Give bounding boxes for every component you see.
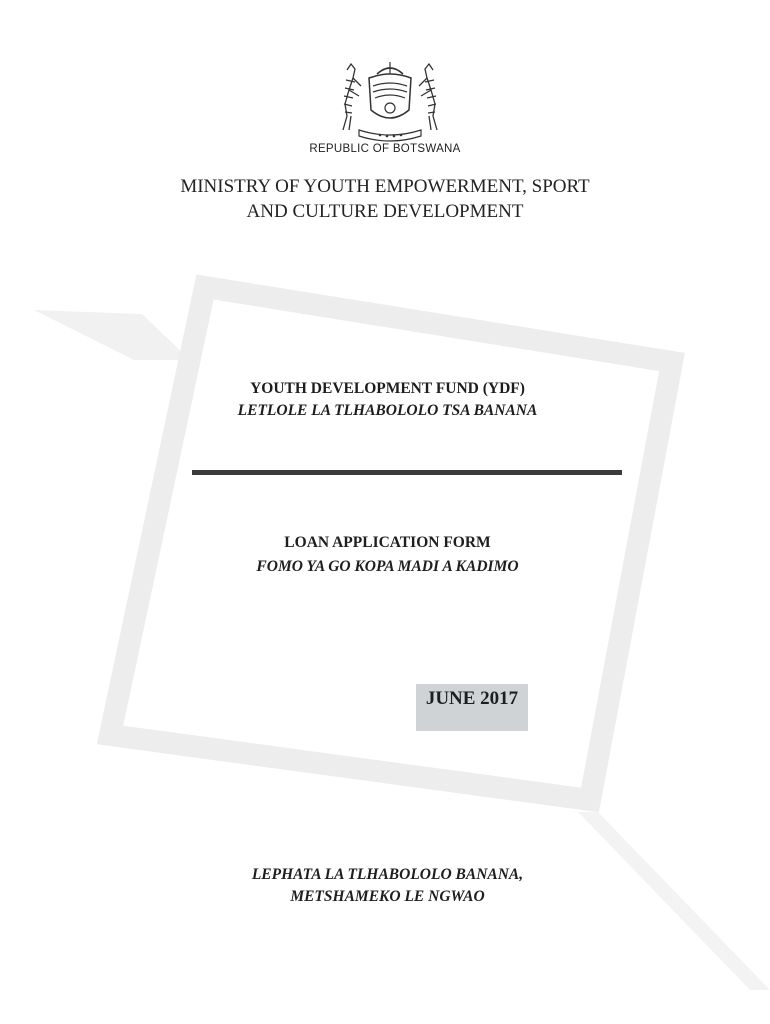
ministry-line-1: MINISTRY OF YOUTH EMPOWERMENT, SPORT: [180, 176, 590, 197]
publication-date: JUNE 2017: [425, 688, 519, 709]
motto-ribbon: [359, 130, 421, 141]
section-divider: [192, 470, 622, 475]
left-zebra-icon: [343, 64, 361, 130]
country-name: REPUBLIC OF BOTSWANA: [309, 143, 461, 155]
shield-icon: [369, 74, 411, 118]
ministry-line-2: AND CULTURE DEVELOPMENT: [246, 201, 524, 222]
ministry-title: [0, 174, 770, 224]
right-zebra-icon: [419, 64, 437, 130]
coat-of-arms-icon: [325, 60, 455, 144]
department-line-1: LEPHATA LA TLHABOLOLO BANANA,: [251, 866, 524, 883]
form-subtitle: FOMO YA GO KOPA MADI A KADIMO: [256, 558, 519, 575]
fund-subtitle: LETLOLE LA TLHABOLOLO TSA BANANA: [237, 402, 538, 419]
department-line-2: METSHAMEKO LE NGWAO: [290, 888, 485, 905]
fund-title: YOUTH DEVELOPMENT FUND (YDF): [250, 380, 525, 397]
form-title: LOAN APPLICATION FORM: [284, 534, 491, 551]
